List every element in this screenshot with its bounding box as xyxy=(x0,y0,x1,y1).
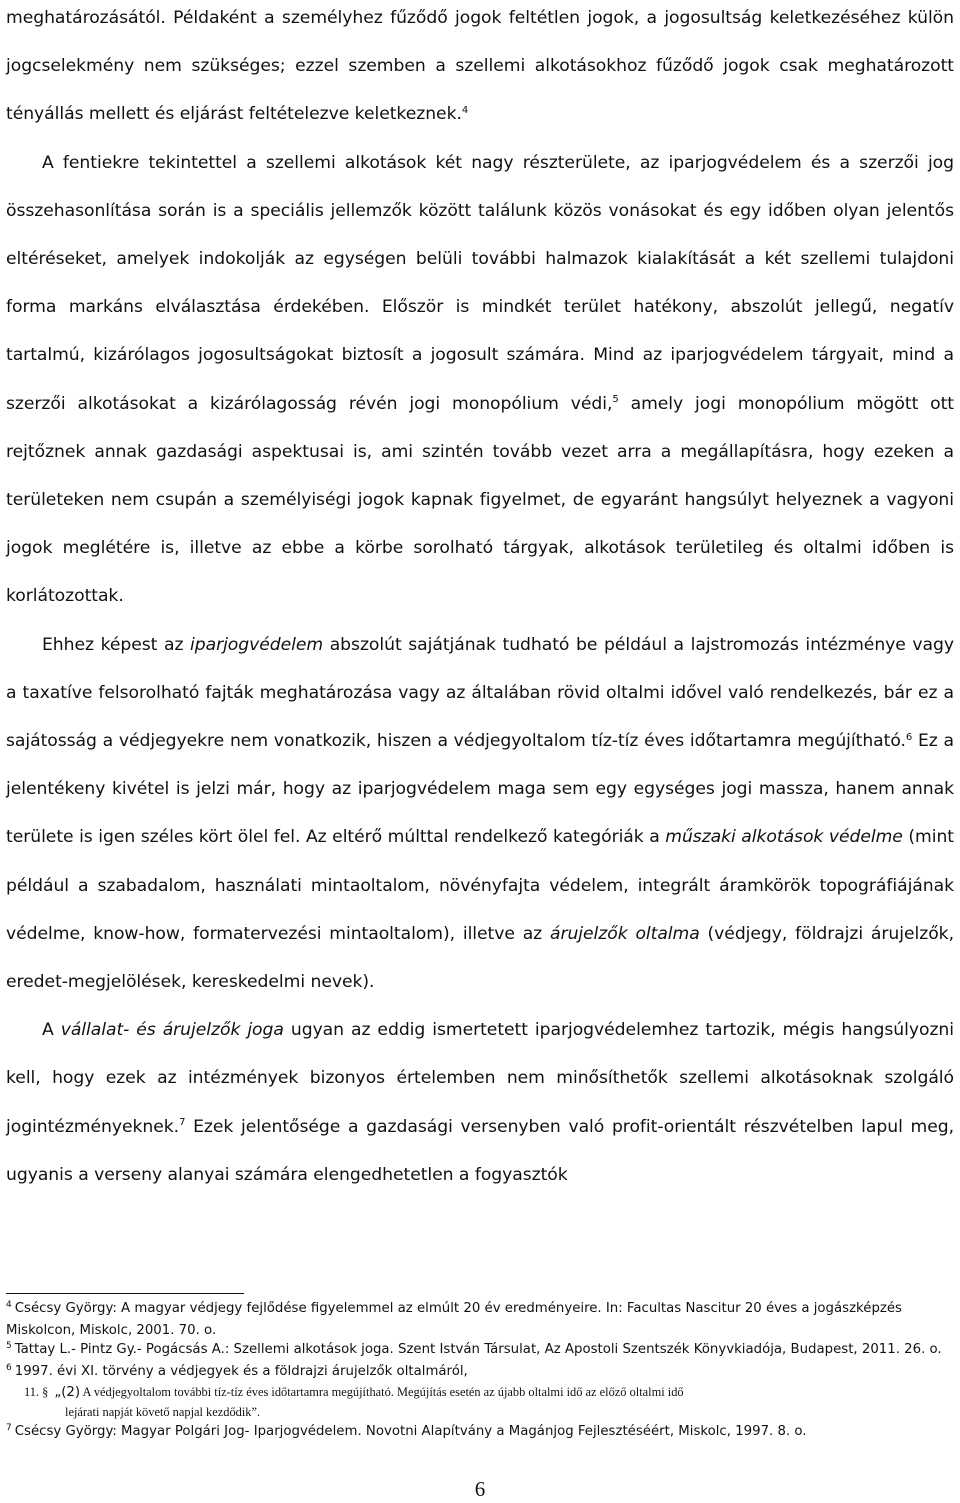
emphasis-arujelzok-oltalma: árujelzők oltalma xyxy=(549,923,700,944)
footnote-marker: 5 xyxy=(6,1341,12,1352)
footnote-6-quote-continued: lejárati napját követő napjal kezdődik”. xyxy=(65,1404,261,1419)
footnote-6: $^6$ 1997. évi XI. törvény a védjegyek és a földrajzi árujelzők oltalmáról, xyxy=(6,1362,468,1379)
footnote-separator xyxy=(6,1293,244,1294)
paragraph-2: A fentiekre tekintettel a szellemi alkotások két nagy részterülete, az iparjogvédelem és a szerzői jog összehasonlítása során is a speciális jellemzők között találunk közös vonásokat és egy időben olyan jelentős eltéréseket, amelyek indokolják az egységen belüli további halmazok kialakítását a két szellemi tulajdoni forma markáns elválasztása érdekében. Először is mindkét terület hatékony, abszolút jellegű, negatív tartalmú, kizárólagos jogosultságokat biztosít a jogosult számára. Mind az iparjogvédelem tárgyait, mind a szerzői alkotásokat a kizárólagosság révén jogi monopólium védi,$^5$ amely jogi monopólium mögött ott rejtőznek annak gazdasági aspektusai is, ami szintén tovább vezet arra a megállapításra, hogy ezeken a területeken nem csupán a személyiségi jogok kapnak figyelmet, de egyaránt hangsúlyt helyeznek a vagyoni jogok meglétére is, illetve az ebbe a körbe sorolható tárgyak, alkotások területileg és oltalmi időben is korlátozottak. xyxy=(6,152,954,607)
footnote-ref-4[interactable]: 4 xyxy=(461,104,469,116)
footnote-ref-6[interactable]: 6 xyxy=(905,731,913,743)
footnote-4: $^4$ Csécsy György: A magyar védjegy fejlődése figyelemmel az elmúlt 20 év eredményeire. In: Facultas Nascitur 20 éves a jogászképzés Miskolcon, Miskolc, 2001. 70. o. xyxy=(6,1300,902,1338)
paragraph-3: Ehhez képest az iparjogvédelem abszolút sajátjának tudható be például a lajstromozás intézménye vagy a taxatíve felsorolható fajták meghatározása vagy az általában rövid oltalmi idővel való rendelkezés, bár ez a sajátosság a védjegyekre nem vonatkozik, hiszen a védjegyoltalom tíz-tíz éves időtartamra megújítható.$^6$ Ez a jelentékeny kivétel is jelzi már, hogy az iparjogvédelem maga sem egy egységes jogi massza, hanem annak területe is igen széles kört ölel fel. Az eltérő múlttal rendelkező kategóriák a műszaki alkotások védelme (mint például a szabadalom, használati mintaoltalom, növényfajta védelem, integrált áramkörök topográfiájának védelme, know-how, formatervezési mintaoltalom), illetve az árujelzők oltalma (védjegy, földrajzi árujelzők, eredet-megjelölések, kereskedelmi nevek). xyxy=(6,634,954,993)
footnote-marker: 4 xyxy=(6,1300,12,1311)
emphasis-iparjogvedelem: iparjogvédelem xyxy=(190,634,324,655)
footnote-7: $^7$ Csécsy György: Magyar Polgári Jog- Iparjogvédelem. Novotni Alapítvány a Magánjog Fejlesztéséért, Miskolc, 1997. 8. o. xyxy=(6,1422,807,1439)
paragraph-1: meghatározásától. Példaként a személyhez fűződő jogok feltétlen jogok, a jogosultság keletkezéséhez külön jogcselekmény nem szükséges; ezzel szemben a szellemi alkotásokhoz fűződő jogok csak meghatározott tényállás mellett és eljárást feltételezve keletkeznek.$^4$ xyxy=(6,8,954,125)
emphasis-muszaki-alkotasok: műszaki alkotások védelme xyxy=(665,827,903,848)
footnote-ref-7[interactable]: 7 xyxy=(179,1117,186,1129)
paragraph-4: A vállalat- és árujelzők joga ugyan az eddig ismertetett iparjogvédelemhez tartozik, mégis hangsúlyozni kell, hogy ezek az intézmények bizonyos értelemben nem minősíthetők szellemi alkotásoknak szolgáló jogintézményeknek.$^7$ Ezek jelentősége a gazdasági versenyben való profit-orientált részvételben lapul meg, ugyanis a verseny alanyai számára elengedhetetlen a fogyasztók xyxy=(6,1020,954,1185)
page-number: 6 xyxy=(474,1477,486,1501)
footnotes xyxy=(6,1299,954,1443)
footnote-5: $^5$ Tattay L.- Pintz Gy.- Pogácsás A.: Szellemi alkotások joga. Szent István Társulat, Az Apostoli Szentszék Könyvkiadója, Budapest, 2011. 26. o. xyxy=(6,1341,942,1357)
emphasis-vallalat-arujelzok: vállalat- és árujelzők joga xyxy=(60,1020,284,1041)
section-number: 11. § xyxy=(24,1385,49,1399)
footnote-ref-5[interactable]: 5 xyxy=(612,394,619,406)
body-text xyxy=(6,0,954,1199)
footnote-marker: 6 xyxy=(6,1362,12,1373)
footnote-6-quote: 11. § „(2) A védjegyoltalom további tíz-tíz éves időtartamra megújítható. Megújítás esetén az újabb oltalmi idő az előző oltalmi idő xyxy=(24,1385,684,1400)
footnote-marker: 7 xyxy=(6,1422,12,1433)
